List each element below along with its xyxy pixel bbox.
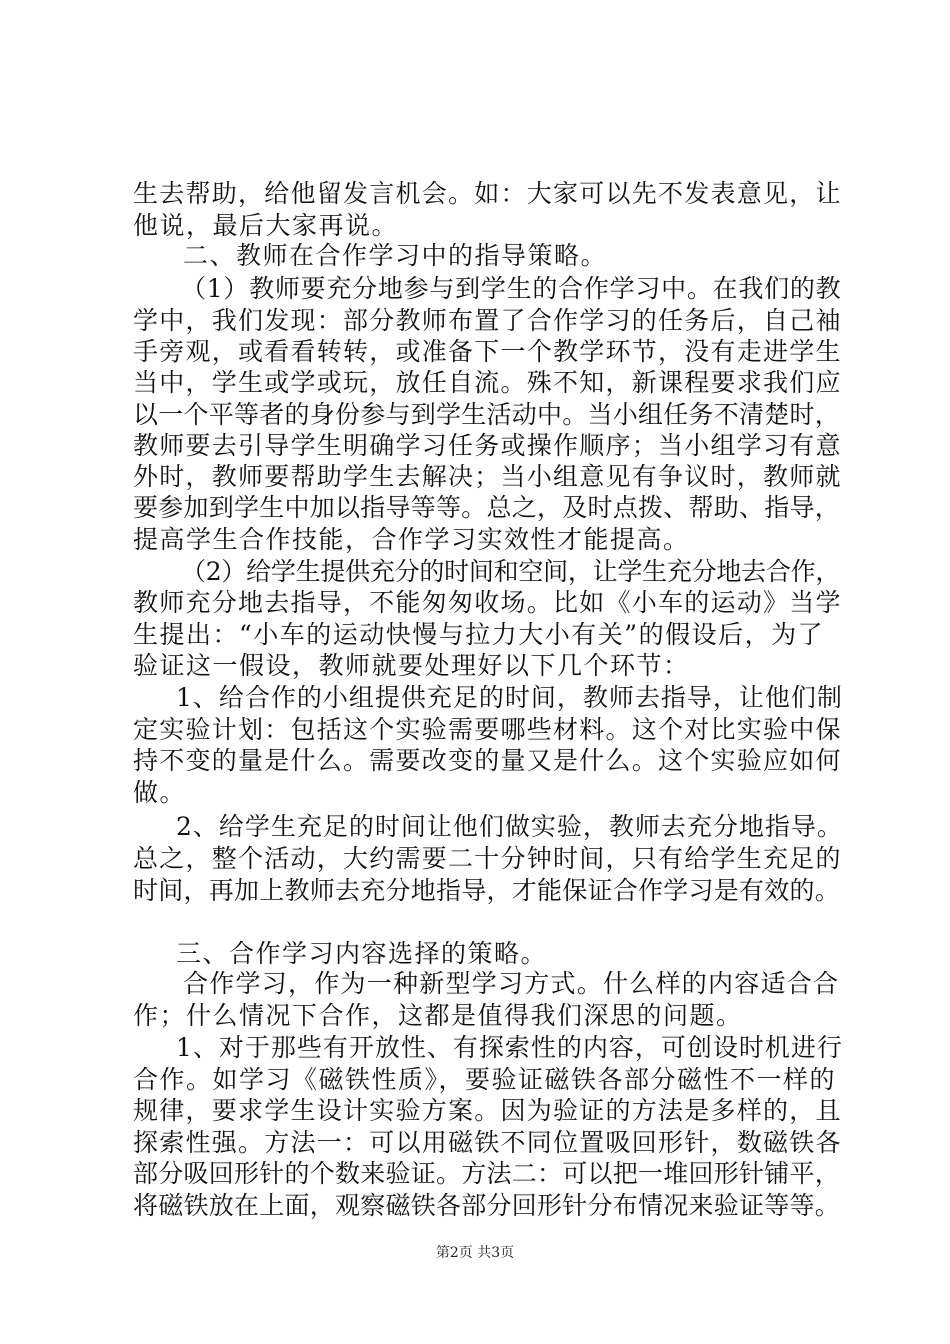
- text-line: 探索性强。方法一：可以用磁铁不同位置吸回形针，数磁铁各: [133, 1128, 842, 1157]
- text-line: 外时，教师要帮助学生去解决；当小组意见有争议时，教师就: [133, 462, 842, 491]
- text-line: 生提出：“小车的运动快慢与拉力大小有关”的假设后，为了: [133, 620, 825, 649]
- text-line: 做。: [133, 778, 187, 807]
- text-line: 教师充分地去指导，不能匆匆收场。比如《小车的运动》当学: [133, 588, 842, 617]
- text-line: 要参加到学生中加以指导等等。总之，及时点拨、帮助、指导，: [133, 493, 841, 522]
- text-line: 部分吸回形针的个数来验证。方法二：可以把一堆回形针铺平，: [133, 1159, 841, 1188]
- section-heading: 二、教师在合作学习中的指导策略。: [183, 241, 608, 270]
- text-line: 总之，整个活动，大约需要二十分钟时间，只有给学生充足的: [133, 844, 842, 873]
- text-line: 生去帮助，给他留发言机会。如：大家可以先不发表意见，让: [133, 179, 842, 208]
- page-number: 第2页 共3页: [435, 1245, 515, 1261]
- text-line: 他说，最后大家再说。: [133, 211, 399, 240]
- text-line: 规律，要求学生设计实验方案。因为验证的方法是多样的，且: [133, 1096, 842, 1125]
- text-line: 以一个平等者的身份参与到学生活动中。当小组任务不清楚时，: [133, 400, 841, 429]
- text-line: 学中，我们发现：部分教师布置了合作学习的任务后，自己袖: [133, 306, 842, 335]
- text-line: 合作学习，作为一种新型学习方式。什么样的内容适合合: [183, 969, 840, 998]
- text-line: 定实验计划：包括这个实验需要哪些材料。这个对比实验中保: [133, 715, 842, 744]
- text-line: 教师要去引导学生明确学习任务或操作顺序；当小组学习有意: [133, 431, 842, 460]
- text-line: 将磁铁放在上面，观察磁铁各部分回形针分布情况来验证等等。: [133, 1191, 841, 1220]
- text-line: 手旁观，或看看转转，或准备下一个教学环节，没有走进学生: [133, 337, 842, 366]
- text-line: （2）给学生提供充分的时间和空间，让学生充分地去合作，: [181, 557, 841, 586]
- text-line: 1、对于那些有开放性、有探索性的内容，可创设时机进行: [176, 1033, 843, 1062]
- text-line: 持不变的量是什么。需要改变的量又是什么。这个实验应如何: [133, 746, 842, 775]
- text-line: （1）教师要充分地参与到学生的合作学习中。在我们的教: [181, 274, 842, 303]
- text-line: 验证这一假设，教师就要处理好以下几个环节：: [133, 651, 690, 680]
- text-line: 当中，学生或学或玩，放任自流。殊不知，新课程要求我们应: [133, 368, 842, 397]
- text-line: 1、给合作的小组提供充足的时间，教师去指导，让他们制: [176, 683, 843, 712]
- text-line: 作；什么情况下合作，这都是值得我们深思的问题。: [133, 1001, 743, 1030]
- text-line: 2、给学生充足的时间让他们做实验，教师去充分地指导。: [176, 812, 843, 841]
- section-heading: 三、合作学习内容选择的策略。: [176, 939, 548, 968]
- text-line: 时间，再加上教师去充分地指导，才能保证合作学习是有效的。: [133, 876, 841, 905]
- text-line: 提高学生合作技能，合作学习实效性才能提高。: [133, 525, 690, 554]
- text-line: 合作。如学习《磁铁性质》，要验证磁铁各部分磁性不一样的: [133, 1065, 837, 1094]
